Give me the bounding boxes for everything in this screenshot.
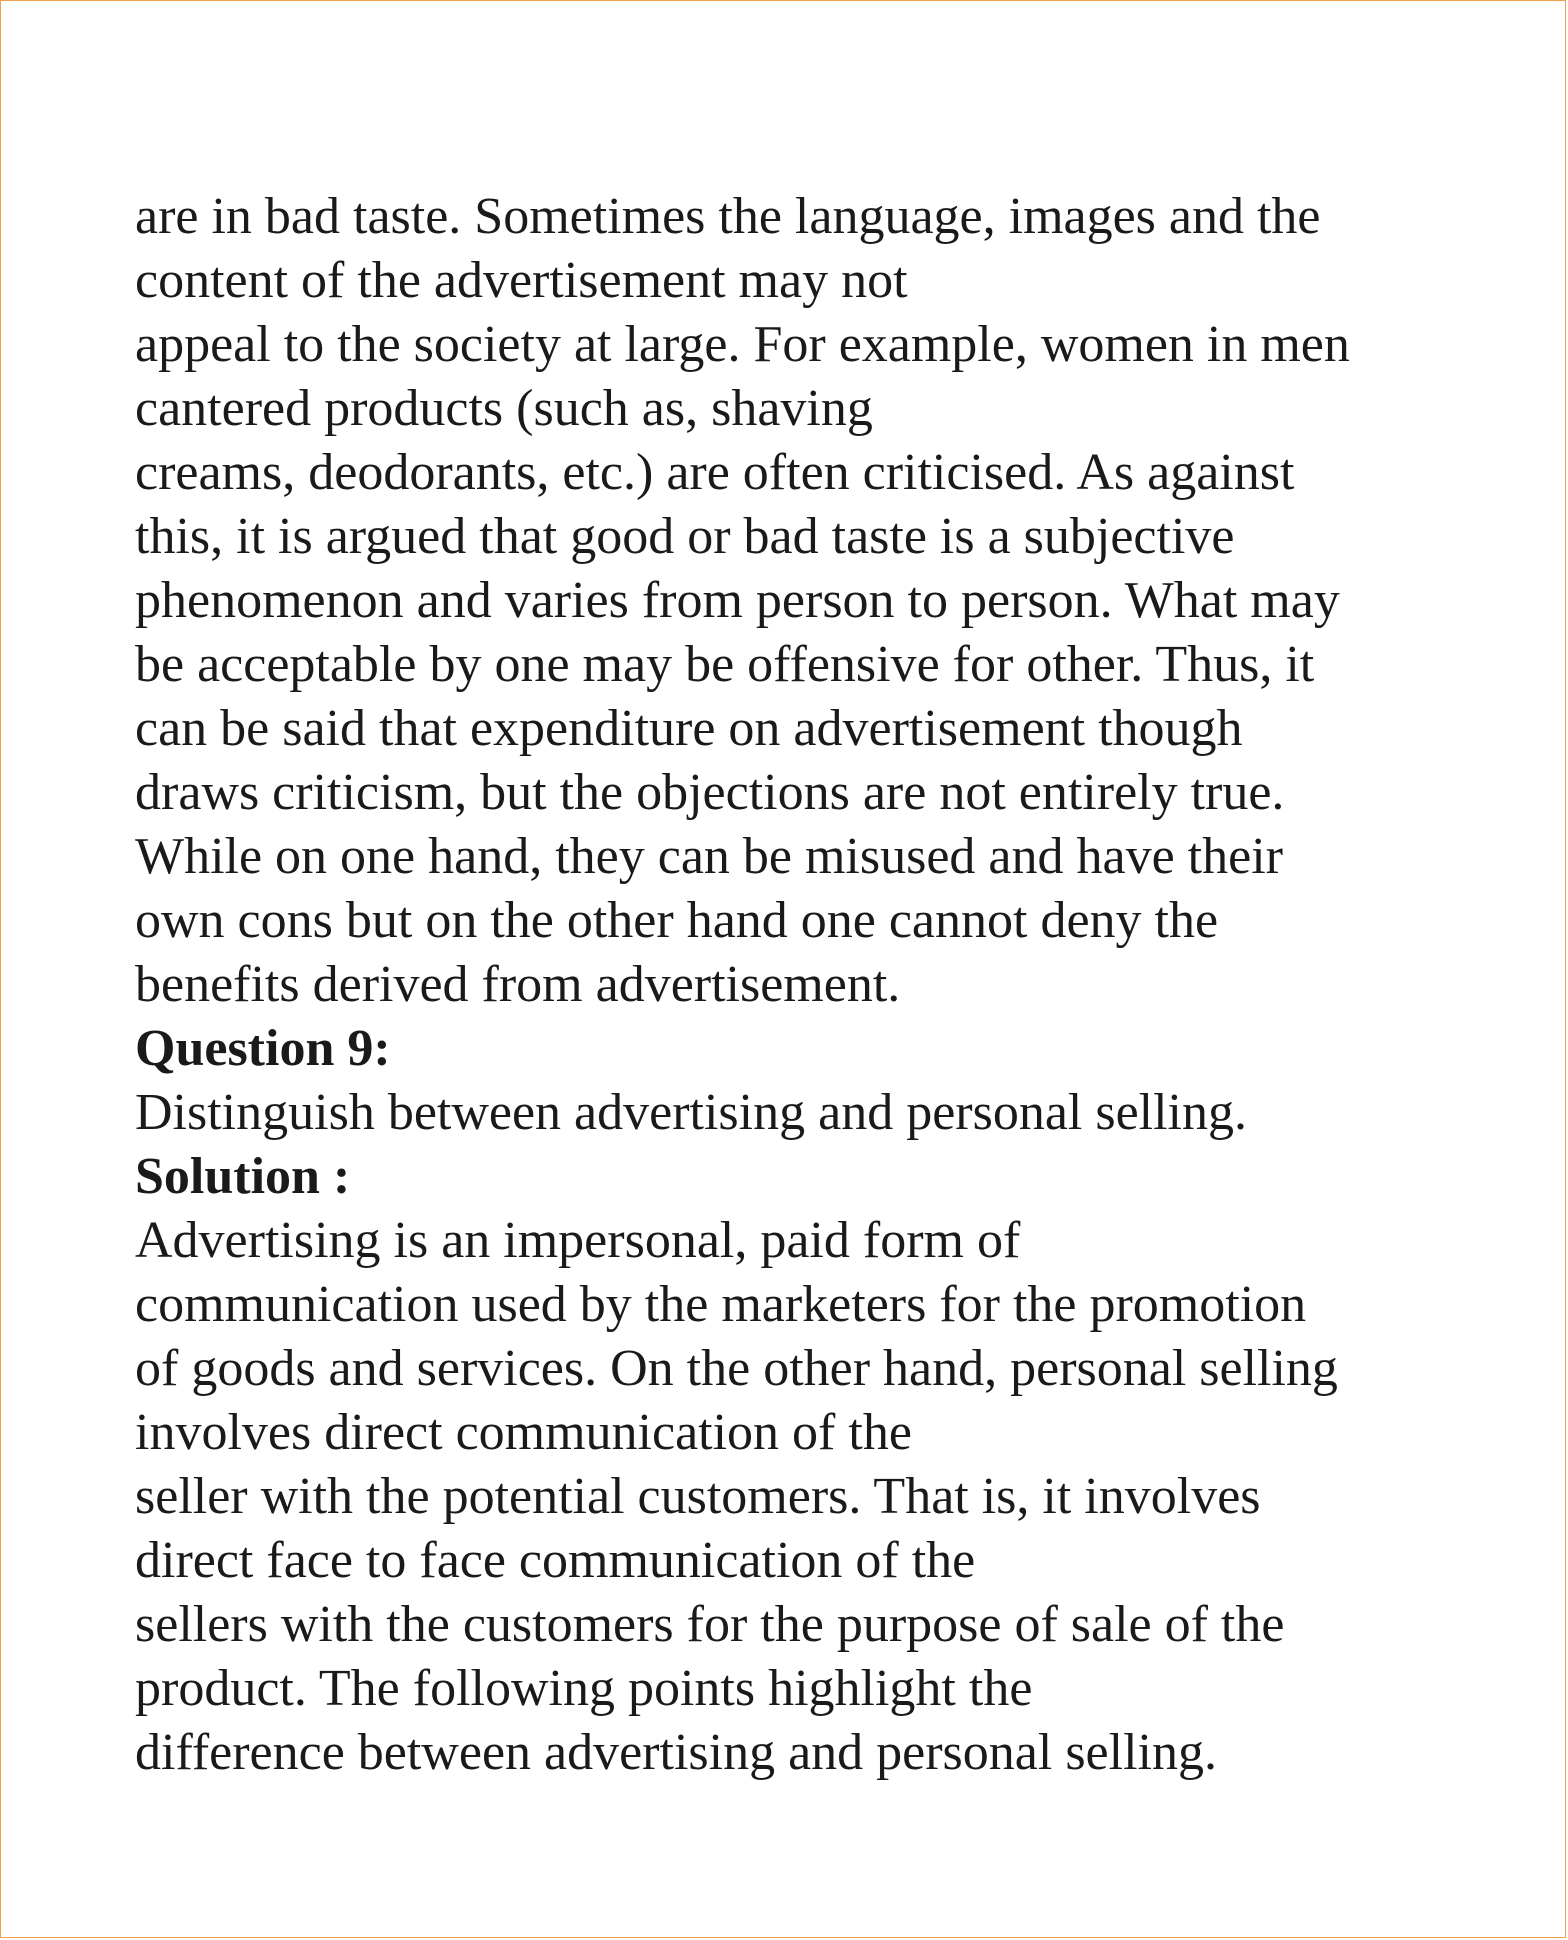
paragraph-line: creams, deodorants, etc.) are often criticised. As against	[135, 444, 1295, 501]
solution-line: involves direct communication of the	[135, 1404, 912, 1461]
paragraph-line: While on one hand, they can be misused and have their	[135, 828, 1283, 885]
paragraph-line: draws criticism, but the objections are not entirely true.	[135, 764, 1285, 821]
paragraph-line: benefits derived from advertisement.	[135, 956, 901, 1013]
solution-line: direct face to face communication of the	[135, 1532, 976, 1589]
solution-line: difference between advertising and personal selling.	[135, 1724, 1217, 1781]
question-text: Distinguish between advertising and personal selling.	[135, 1084, 1248, 1141]
solution-line: communication used by the marketers for the promotion	[135, 1276, 1307, 1333]
question-heading: Question 9:	[135, 1020, 391, 1077]
paragraph-line: own cons but on the other hand one cannot deny the	[135, 892, 1219, 949]
paragraph-line: can be said that expenditure on advertisement though	[135, 700, 1243, 757]
paragraph-line: this, it is argued that good or bad taste is a subjective	[135, 508, 1235, 565]
solution-line: product. The following points highlight the	[135, 1660, 1033, 1717]
solution-line: sellers with the customers for the purpose of sale of the	[135, 1596, 1285, 1653]
paragraph-line: appeal to the society at large. For example, women in men	[135, 316, 1350, 373]
solution-line: seller with the potential customers. That is, it involves	[135, 1468, 1261, 1525]
solution-line: of goods and services. On the other hand, personal selling	[135, 1340, 1338, 1397]
page-content	[135, 185, 1535, 1785]
solution-heading: Solution :	[135, 1148, 351, 1205]
paragraph-line: cantered products (such as, shaving	[135, 380, 873, 437]
paragraph-line: phenomenon and varies from person to person. What may	[135, 572, 1340, 629]
paragraph-line: content of the advertisement may not	[135, 252, 908, 309]
paragraph-line: are in bad taste. Sometimes the language, images and the	[135, 188, 1321, 245]
solution-line: Advertising is an impersonal, paid form of	[135, 1212, 1021, 1269]
paragraph-line: be acceptable by one may be offensive for other. Thus, it	[135, 636, 1315, 693]
